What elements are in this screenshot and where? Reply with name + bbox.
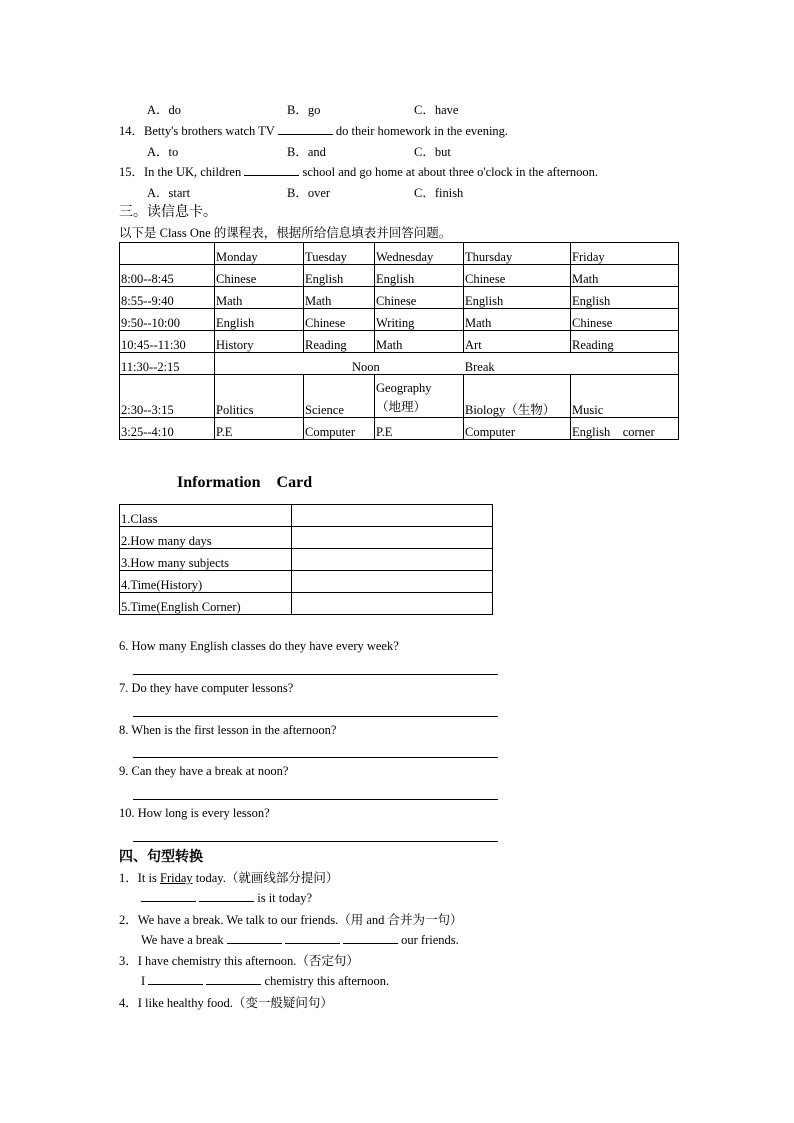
schedule-cell: Science <box>304 375 375 418</box>
schedule-cell: 8:55--9:40 <box>120 287 215 309</box>
question-14 <box>119 121 508 139</box>
answer-line-8[interactable] <box>133 757 498 758</box>
transform-2 <box>119 910 463 928</box>
schedule-cell: Chinese <box>464 265 571 287</box>
transform-3 <box>119 951 359 969</box>
t1-number: 1． <box>119 871 138 885</box>
t1-blank[interactable] <box>199 889 254 902</box>
q15-text-after: school and go home at about three o'clock in the afternoon. <box>302 165 599 179</box>
t1-text-pre: It is <box>137 871 157 885</box>
schedule-cell: English <box>375 265 464 287</box>
q14-option-b: B．and <box>287 145 326 159</box>
schedule-noon-break-cell <box>215 353 679 375</box>
schedule-cell: Computer <box>464 418 571 440</box>
schedule-cell: Writing <box>375 309 464 331</box>
q13-option-a: A．do <box>147 103 182 117</box>
transform-2-answer <box>141 931 459 948</box>
t1-underlined-word: Friday <box>160 871 193 885</box>
q14-blank <box>278 122 333 135</box>
t3-blank[interactable] <box>148 972 203 985</box>
schedule-cell: Reading <box>304 331 375 353</box>
schedule-cell: Math <box>304 287 375 309</box>
q15-blank <box>244 163 299 176</box>
break-label: Break <box>464 360 495 374</box>
schedule-header-cell: Thursday <box>464 243 571 265</box>
schedule-cell: 3:25--4:10 <box>120 418 215 440</box>
t3-blank[interactable] <box>206 972 261 985</box>
info-card-label: 4.Time(History) <box>120 571 292 593</box>
answer-line-9[interactable] <box>133 799 498 800</box>
info-card-label: 5.Time(English Corner) <box>120 593 292 615</box>
transform-1 <box>119 868 338 886</box>
schedule-row <box>120 418 679 440</box>
t1-text-post: today.（就画线部分提问） <box>195 871 339 885</box>
t2-answer-end: our friends. <box>401 933 459 947</box>
schedule-cell: Chinese <box>375 287 464 309</box>
t2-answer-start: We have a break <box>141 933 224 947</box>
schedule-header-cell: Tuesday <box>304 243 375 265</box>
q13-option-c: C．have <box>414 103 459 117</box>
q14-option-c: C．but <box>414 145 451 159</box>
schedule-row <box>120 309 679 331</box>
info-card-answer-cell[interactable] <box>292 571 493 593</box>
schedule-cell: English corner <box>571 418 679 440</box>
q15-option-b: B．over <box>287 186 331 200</box>
q14-text-after: do their homework in the evening. <box>335 124 509 138</box>
question-15 <box>119 162 598 180</box>
schedule-row <box>120 331 679 353</box>
transform-1-answer <box>141 889 312 906</box>
noon-label: Noon <box>352 360 380 374</box>
schedule-row <box>120 265 679 287</box>
question-9: 9. Can they have a break at noon? <box>119 764 289 778</box>
answer-line-6[interactable] <box>133 674 498 675</box>
schedule-cell: English <box>571 287 679 309</box>
q14-number: 14． <box>119 124 145 138</box>
question-6: 6. How many English classes do they have every week? <box>119 639 399 653</box>
schedule-cell: 11:30--2:15 <box>120 353 215 375</box>
schedule-row <box>120 287 679 309</box>
q13-option-b: B．go <box>287 103 321 117</box>
schedule-noon-row <box>120 353 679 375</box>
q15-number: 15． <box>119 165 145 179</box>
t2-number: 2． <box>119 913 138 927</box>
info-card-label: 1.Class <box>120 505 292 527</box>
schedule-cell: Biology（生物） <box>464 375 571 418</box>
info-card-row <box>120 527 493 549</box>
t1-answer-end: is it today? <box>257 891 313 905</box>
schedule-row <box>120 375 679 418</box>
t1-blank[interactable] <box>141 889 196 902</box>
schedule-header-cell <box>120 243 215 265</box>
t4-text: I like healthy food.（变一般疑问句） <box>137 996 333 1010</box>
schedule-cell: Math <box>215 287 304 309</box>
schedule-cell: 9:50--10:00 <box>120 309 215 331</box>
t4-number: 4． <box>119 996 138 1010</box>
info-card-row <box>120 593 493 615</box>
t3-answer-end: chemistry this afternoon. <box>264 974 390 988</box>
t3-number: 3． <box>119 954 138 968</box>
info-card-answer-cell[interactable] <box>292 505 493 527</box>
schedule-cell: Music <box>571 375 679 418</box>
schedule-header-cell: Monday <box>215 243 304 265</box>
schedule-cell: P.E <box>215 418 304 440</box>
info-card-answer-cell[interactable] <box>292 527 493 549</box>
info-card-row <box>120 549 493 571</box>
schedule-header-row <box>120 243 679 265</box>
schedule-cell: Math <box>464 309 571 331</box>
schedule-cell: Art <box>464 331 571 353</box>
q15-option-a: A．start <box>147 186 191 200</box>
section-3-heading: 三。读信息卡。 <box>119 205 217 220</box>
section-3-instruction: 以下是 Class One 的课程表，根据所给信息填表并回答问题。 <box>119 226 452 240</box>
info-card-label: 3.How many subjects <box>120 549 292 571</box>
schedule-cell: Chinese <box>304 309 375 331</box>
schedule-cell: Chinese <box>215 265 304 287</box>
t3-answer-start: I <box>141 974 146 988</box>
q15-option-c: C．finish <box>414 186 464 200</box>
schedule-cell: Reading <box>571 331 679 353</box>
schedule-cell-geography <box>375 375 464 418</box>
schedule-header-cell: Wednesday <box>375 243 464 265</box>
info-card-table <box>119 504 493 615</box>
t2-blank[interactable] <box>343 931 398 944</box>
transform-3-answer <box>141 972 389 989</box>
question-8: 8. When is the first lesson in the afternoon? <box>119 723 337 737</box>
schedule-cell: 2:30--3:15 <box>120 375 215 418</box>
q15-text-before: In the UK, children <box>144 165 242 179</box>
info-card-label: 2.How many days <box>120 527 292 549</box>
t3-text: I have chemistry this afternoon.（否定句） <box>137 954 359 968</box>
t2-blank[interactable] <box>227 931 282 944</box>
t2-text: We have a break. We talk to our friends.（用 and 合并为一句） <box>137 913 463 927</box>
t2-blank[interactable] <box>285 931 340 944</box>
section-4-heading: 四、句型转换 <box>119 849 203 865</box>
schedule-header-cell: Friday <box>571 243 679 265</box>
geography-cn-label: （地理） <box>376 400 427 414</box>
question-7: 7. Do they have computer lessons? <box>119 681 294 695</box>
answer-line-10[interactable] <box>133 841 498 842</box>
schedule-cell: 8:00--8:45 <box>120 265 215 287</box>
schedule-cell: English <box>464 287 571 309</box>
info-card-answer-cell[interactable] <box>292 549 493 571</box>
class-schedule-table <box>119 242 679 440</box>
transform-4 <box>119 993 333 1011</box>
schedule-cell: History <box>215 331 304 353</box>
schedule-cell: Chinese <box>571 309 679 331</box>
schedule-cell: English <box>304 265 375 287</box>
schedule-cell: P.E <box>375 418 464 440</box>
info-card-title: Information Card <box>177 474 313 491</box>
question-10: 10. How long is every lesson? <box>119 806 270 820</box>
answer-line-7[interactable] <box>133 716 498 717</box>
info-card-answer-cell[interactable] <box>292 593 493 615</box>
schedule-cell: Math <box>375 331 464 353</box>
info-card-row <box>120 505 493 527</box>
schedule-cell: Politics <box>215 375 304 418</box>
schedule-cell: Computer <box>304 418 375 440</box>
geography-label: Geography <box>376 381 432 395</box>
schedule-cell: Math <box>571 265 679 287</box>
info-card-row <box>120 571 493 593</box>
q14-option-a: A．to <box>147 145 179 159</box>
schedule-cell: 10:45--11:30 <box>120 331 215 353</box>
q14-text-before: Betty's brothers watch TV <box>144 124 275 138</box>
schedule-cell: English <box>215 309 304 331</box>
